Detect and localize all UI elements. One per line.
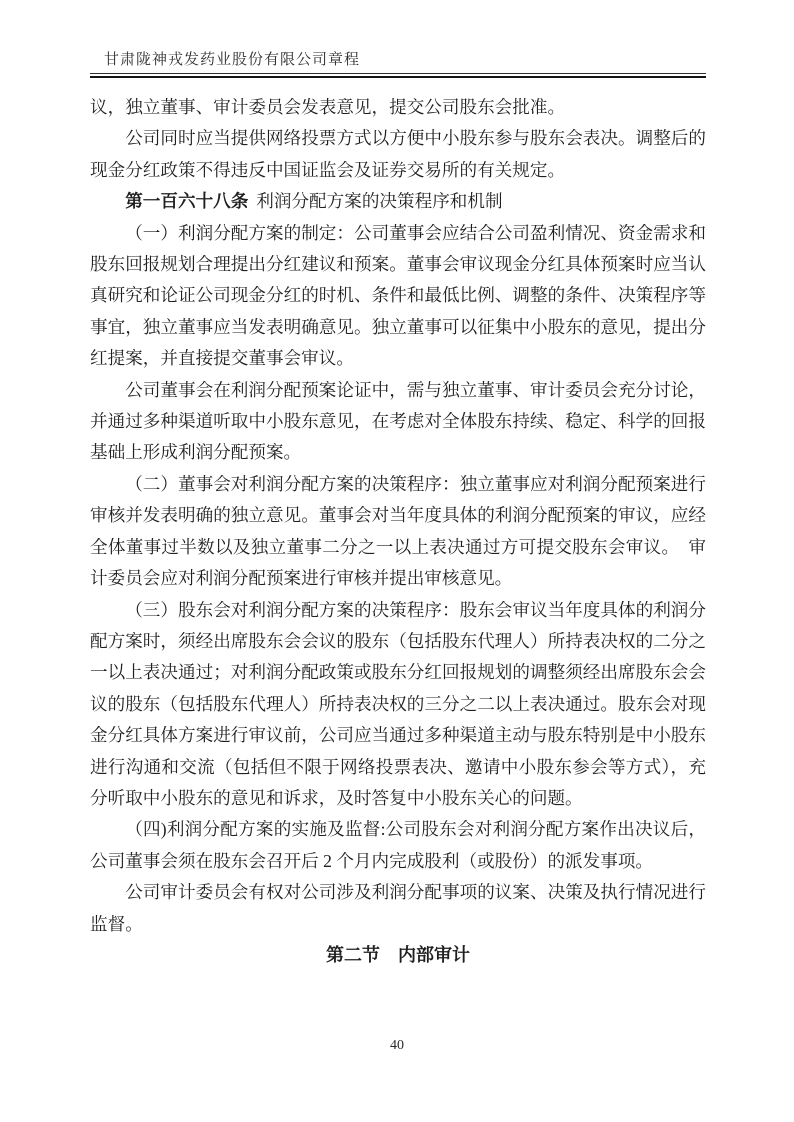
page-header — [90, 50, 706, 78]
paragraph: 公司审计委员会有权对公司涉及利润分配事项的议案、决策及执行情况进行监督。 — [90, 882, 706, 934]
paragraph: 公司同时应当提供网络投票方式以方便中小股东参与股东会表决。调整后的现金分红政策不得违反中国证监会及证券交易所的有关规定。 — [90, 128, 706, 180]
paragraph: （四)利润分配方案的实施及监督:公司股东会对利润分配方案作出决议后，公司董事会须在股东会召开后 2 个月内完成股利（或股份）的派发事项。 — [90, 819, 706, 871]
paragraph: （一）利润分配方案的制定：公司董事会应结合公司盈利情况、资金需求和股东回报规划合理提出分红建议和预案。董事会审议现金分红具体预案时应当认真研究和论证公司现金分红的时机、条件和最低比例、调整的条件、决策程序等事宜，独立董事应当发表明确意见。独立董事可以征集中小股东的意见，提出分红提案，并直接提交董事会审议。 — [90, 222, 706, 369]
header-rule — [90, 73, 706, 78]
header-title: 甘肃陇神戎发药业股份有限公司章程 — [104, 52, 361, 68]
article-title: 利润分配方案的决策程序和机制 — [256, 191, 503, 212]
page-footer — [0, 1038, 794, 1054]
paragraph: （二）董事会对利润分配方案的决策程序：独立董事应对利润分配预案进行审核并发表明确的独立意见。董事会对当年度具体的利润分配预案的审议，应经全体董事过半数以及独立董事二分之一以上表决通过方可提交股东会审议。 审计委员会应对利润分配预案进行审核并提出审核意见。 — [90, 473, 706, 589]
document-body — [90, 92, 706, 971]
article-heading — [90, 186, 706, 217]
paragraph: 公司董事会在利润分配预案论证中，需与独立董事、审计委员会充分讨论，并通过多种渠道听取中小股东意见，在考虑对全体股东持续、稳定、科学的回报基础上形成利润分配预案。 — [90, 379, 706, 463]
section-heading: 第二节 内部审计 — [326, 944, 470, 965]
page-number: 40 — [390, 1038, 404, 1053]
article-number: 第一百六十八条 — [125, 191, 249, 212]
paragraph-continuation: 议，独立董事、审计委员会发表意见，提交公司股东会批准。 — [90, 97, 566, 117]
paragraph: （三）股东会对利润分配方案的决策程序：股东会审议当年度具体的利润分配方案时，须经出席股东会会议的股东（包括股东代理人）所持表决权的二分之一以上表决通过；对利润分配政策或股东分红回报规划的调整须经出席股东会会议的股东（包括股东代理人）所持表决权的三分之二以上表决通过。股东会对现金分红具体方案进行审议前，公司应当通过多种渠道主动与股东特别是中小股东进行沟通和交流（包括但不限于网络投票表决、邀请中小股东参会等方式），充分听取中小股东的意见和诉求，及时答复中小股东关心的问题。 — [90, 599, 706, 808]
